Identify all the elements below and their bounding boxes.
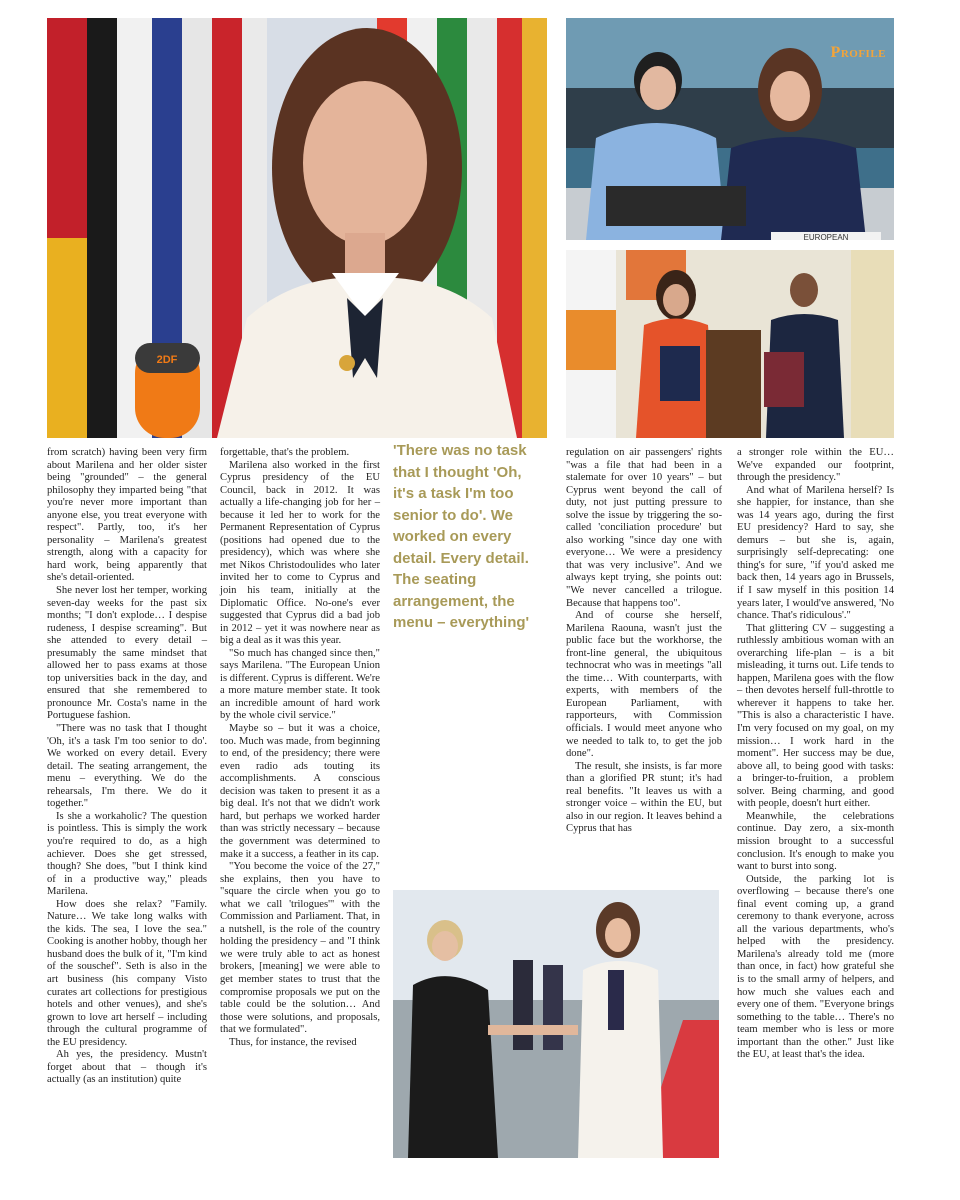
- paragraph: And of course she herself, Marilena Raouna, wasn't just the public face but the workhorse, the front-line general, the ubiquitous technocrat who was in meetings "all the time… With counterparts, with experts, with members of the European Parliament, with rapporteurs, with Commission officials. I would meet anyone who we needed to talk to, to get the job done".: [566, 610, 722, 760]
- paragraph: "So much has changed since then," says Marilena. "The European Union is different. Cyprus is different. We're a more mature member state. It took an incredible amount of hard work by the whole civil service.": [220, 647, 380, 722]
- paragraph: She never lost her temper, working seven-day weeks for the past six months; "I don't explode… I despise rudeness, I despise screaming". But she attended to every detail – presumably the same mindset that allowed her to pass exams at those top universities back in the day, and ensured that she remembered to pronounce Mr. Costa's name in the Portuguese fashion.: [47, 585, 207, 722]
- paragraph: regulation on air passengers' rights "was a file that had been in a stalemate for over 10 years" – but Cyprus went beyond the call of duty, not just putting pressure to solve the issue by triggering the so-called 'conciliation procedure' but also working "since day one with everyone… We were a presidency that was very inclusive". And we always kept trying, she points out: "We never cancelled a trilogue. Because that happens too".: [566, 447, 722, 609]
- nameplate-text: EUROPEAN: [803, 233, 849, 240]
- paragraph: Marilena also worked in the first Cyprus presidency of the EU Council, back in 2012. It was actually a life-changing job for her – because it led her to work for the Permanent Representation of Cyprus (positions had opened due to the presidency), which was where she met Nikos Christodoulides who later invited her to come to Cyprus and join his team, initially at the Diplomatic Office. No-one's ever suggested that Cyprus did a bad job in 2012 – yet it was nowhere near as big a deal as it was this year.: [220, 459, 380, 647]
- paragraph: a stronger role within the EU… We've expanded our footprint, through the presidency.": [737, 447, 894, 484]
- paragraph: And what of Marilena herself? Is she happier, for instance, than she was 14 years ago, during the first EU presidency? Hard to say, she demurs – but she is, again, surprisingly self-deprecating: one thing's for sure, "if you'd asked me back then, 14 years ago in Brussels, if I saw myself in this position 14 years later, I would've answered, 'No chance. That's ridiculous'.": [737, 484, 894, 622]
- paragraph: Outside, the parking lot is overflowing – because there's one final event coming up, a grand ceremony to thank everyone, across all the various departments, who's helped with the presidency. Marilena's already told me (more than once, in fact) how grateful she is to the small army of helpers, and how much she values each and every one of them. "Everyone brings something to the table… There's no team member who is less or more important than the other." Just like the EU, at least that's the idea.: [737, 873, 894, 1061]
- article-column-3: [566, 447, 722, 836]
- paragraph: Meanwhile, the celebrations continue. Day zero, a six-month mission brought to a successful conclusion. It's enough to make you want to burst into song.: [737, 810, 894, 873]
- photo-conference-table: [566, 18, 894, 240]
- paragraph: forgettable, that's the problem.: [220, 447, 350, 458]
- paragraph: "You become the voice of the 27," she explains, then you have to "square the circle when you go to what we call 'trilogues'" with the Commission and Parliament. That, in a nutshell, is the role of the country holding the presidency – and "I think we were truly able to act as honest brokers, [meaning] we were able to get member states to trust that the compromise proposals we put on the table could be the solution… And those were solutions, and proposals, that we formulated".: [220, 861, 380, 1036]
- paragraph: Ah yes, the presidency. Mustn't forget about that – though it's actually (as an institution) quite: [47, 1049, 207, 1086]
- paragraph: "There was no task that I thought 'Oh, it's a task I'm too senior to do'. We worked on every detail. Every detail. The seating arrangement, the menu – everything. We do the rehearsals, I'm there. We do it together.": [47, 723, 207, 810]
- section-label: Profile: [830, 44, 886, 61]
- microphone-label: 2DF: [156, 354, 178, 366]
- paragraph: from scratch) having been very firm about Marilena and her older sister being "grounded" – the general philosophy they imparted being "that you're never more important than anyone else, you treat everyone with respect". Partly, too, it's her personality – Marilena's greatest strength, along with a capacity for hard work, being apparently that she's detail-oriented.: [47, 447, 207, 584]
- paragraph: How does she relax? "Family. Nature… We take long walks with the kids. The sea, I love the sea." Cooking is another hobby, though her husband does the bulk of it, "I'm kind of the souschef". Seth is also in the art business (his company Visto curates art collections for prestigious hotels and other venues), and she's grown to love art herself – including through the cultural programme of the EU presidency.: [47, 898, 207, 1048]
- photo-signing-ceremony: [566, 250, 894, 438]
- article-column-4: [737, 447, 894, 1062]
- paragraph: Maybe so – but it was a choice, too. Much was made, from beginning to end, of the presidency; there were even radio ads touting its accomplishments. A conscious decision was taken to present it as a big deal. It's not that we didn't work hard, but perhaps we worked harder than was strictly necessary – because the government was determined to make it a success, a feather in its cap.: [220, 723, 380, 860]
- photo-greeting-red-carpet: [393, 890, 719, 1158]
- pull-quote: 'There was no task that I thought 'Oh, it's a task I'm too senior to do'. We worked on every detail. Every detail. The seating arrangement, the menu – everything': [393, 442, 530, 631]
- article-column-1: [47, 447, 207, 1087]
- photo-portrait-with-flags: [47, 18, 547, 438]
- article-column-2: [220, 447, 380, 1049]
- paragraph: The result, she insists, is far more than a glorified PR stunt; it's had real benefits. "It leaves us with a stronger voice – within the EU, but also in our region. It leaves behind a Cyprus that has: [566, 760, 722, 835]
- paragraph: Is she a workaholic? The question is pointless. This is simply the work you're required to do, as a high achiever. Does she get stressed, though? She does, "but I think kind of in a productive way," pleads Marilena.: [47, 810, 207, 898]
- paragraph: Thus, for instance, the revised: [229, 1036, 357, 1048]
- paragraph: That glittering CV – suggesting a ruthlessly ambitious woman with an overarching life-plan – is a bit misleading, it turns out. Life tends to happen, Marilena goes with the flow – then devotes herself full-throttle to wherever it happens to take her. "This is also a characteristic I have. I'm very focused on my goal, on my mission… I work hard in the moment". Her success may be due, above all, to being good with tasks: a bringer-to-fruition, a problem solver. Being charming, and good with people, doesn't hurt either.: [737, 622, 894, 810]
